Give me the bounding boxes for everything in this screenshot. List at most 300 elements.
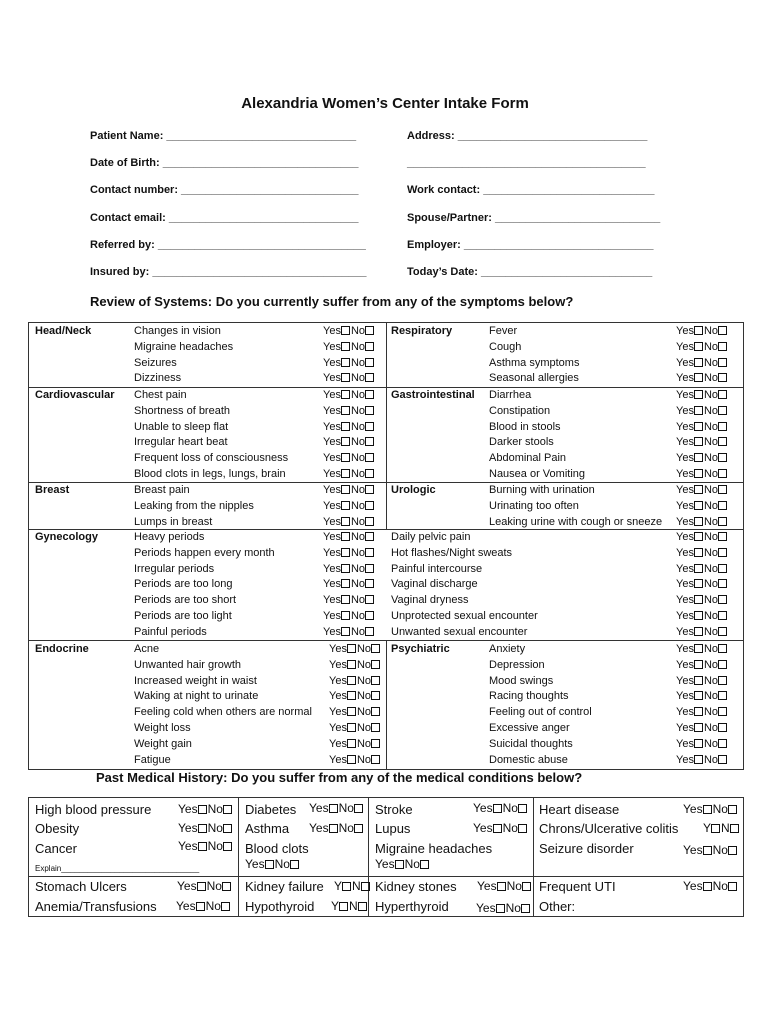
yes-checkbox[interactable] — [694, 358, 703, 367]
yes-checkbox[interactable] — [341, 595, 350, 604]
yes-checkbox[interactable] — [694, 422, 703, 431]
work-contact-field[interactable]: Work contact: ____________________________ — [407, 184, 655, 196]
yes-no-options — [178, 802, 233, 816]
patient-name-field[interactable]: Patient Name: _______________________________ — [90, 130, 357, 142]
no-checkbox[interactable] — [371, 755, 380, 764]
no-checkbox[interactable] — [371, 723, 380, 732]
no-checkbox[interactable] — [718, 342, 727, 351]
yes-checkbox[interactable] — [694, 611, 703, 620]
yes-checkbox[interactable] — [694, 723, 703, 732]
symptom-label: Vaginal discharge — [391, 578, 478, 591]
yes-checkbox[interactable] — [694, 676, 703, 685]
no-label: No — [506, 879, 522, 893]
symptom-label: Shortness of breath — [134, 404, 231, 417]
symptom-label: Periods are too long — [134, 578, 233, 591]
no-checkbox[interactable] — [718, 660, 727, 669]
yes-checkbox[interactable] — [341, 627, 350, 636]
symptom-label: Suicidal thoughts — [489, 737, 573, 750]
no-checkbox[interactable] — [365, 501, 374, 510]
yes-checkbox[interactable] — [341, 437, 350, 446]
yes-no-options — [683, 843, 738, 857]
no-checkbox[interactable] — [718, 564, 727, 573]
no-label: N — [721, 821, 730, 835]
no-label: No — [356, 706, 372, 719]
yes-checkbox[interactable] — [493, 824, 502, 833]
no-checkbox[interactable] — [365, 406, 374, 415]
yes-checkbox[interactable] — [703, 882, 712, 891]
yes-no-options — [676, 341, 728, 353]
no-label: No — [703, 643, 719, 655]
yes-checkbox[interactable] — [341, 373, 350, 382]
no-checkbox[interactable] — [728, 805, 737, 814]
symptom-label: Leaking urine with cough or sneeze — [489, 515, 663, 528]
symptom-label: Waking at night to urinate — [134, 690, 259, 703]
no-checkbox[interactable] — [718, 755, 727, 764]
no-checkbox[interactable] — [371, 707, 380, 716]
symptom-label: Frequent loss of consciousness — [134, 452, 289, 465]
yes-no-options — [683, 802, 738, 816]
yes-no-options — [375, 857, 430, 871]
no-checkbox[interactable] — [354, 824, 363, 833]
symptom-label: Periods are too light — [134, 610, 232, 622]
no-checkbox[interactable] — [365, 579, 374, 588]
no-label: No — [703, 546, 719, 559]
yes-no-options — [323, 357, 375, 369]
employer-field[interactable]: Employer: _______________________________ — [407, 239, 654, 251]
no-checkbox[interactable] — [718, 422, 727, 431]
yes-checkbox[interactable] — [341, 548, 350, 557]
no-checkbox[interactable] — [718, 406, 727, 415]
yes-checkbox[interactable] — [694, 373, 703, 382]
yes-checkbox[interactable] — [694, 595, 703, 604]
row-divider — [386, 529, 743, 530]
yes-checkbox[interactable] — [341, 532, 350, 541]
yes-checkbox[interactable] — [341, 469, 350, 478]
yes-label: Yes — [676, 658, 694, 671]
no-label: No — [703, 404, 719, 417]
no-label: No — [703, 436, 719, 449]
yes-checkbox[interactable] — [694, 453, 703, 462]
yes-checkbox[interactable] — [265, 860, 274, 869]
yes-checkbox[interactable] — [694, 660, 703, 669]
yes-checkbox[interactable] — [341, 390, 350, 399]
no-checkbox[interactable] — [518, 824, 527, 833]
no-checkbox[interactable] — [718, 358, 727, 367]
symptom-label: Racing thoughts — [489, 690, 569, 703]
yes-checkbox[interactable] — [347, 676, 356, 685]
yes-label: Yes — [329, 706, 347, 719]
yes-no-options — [477, 879, 532, 893]
yes-checkbox[interactable] — [341, 485, 350, 494]
no-label: No — [338, 821, 354, 835]
yes-checkbox[interactable] — [347, 739, 356, 748]
no-checkbox[interactable] — [420, 860, 429, 869]
yes-label: Yes — [676, 404, 694, 417]
no-checkbox[interactable] — [365, 611, 374, 620]
no-checkbox[interactable] — [718, 707, 727, 716]
no-checkbox[interactable] — [365, 373, 374, 382]
yes-label: Yes — [323, 452, 341, 465]
yes-checkbox[interactable] — [694, 406, 703, 415]
symptom-label: Seasonal allergies — [489, 372, 579, 385]
yes-checkbox[interactable] — [342, 882, 351, 891]
yes-no-options — [676, 436, 728, 448]
yes-checkbox[interactable] — [329, 804, 338, 813]
row-divider — [386, 482, 743, 483]
no-checkbox[interactable] — [718, 485, 727, 494]
row-divider — [29, 876, 743, 877]
no-label: No — [703, 484, 719, 496]
yes-no-options — [323, 626, 375, 638]
yes-no-options — [323, 468, 375, 480]
no-checkbox[interactable] — [718, 501, 727, 510]
yes-no-options — [331, 899, 368, 913]
no-checkbox[interactable] — [365, 342, 374, 351]
no-label: No — [703, 531, 719, 543]
no-checkbox[interactable] — [365, 517, 374, 526]
todays-date-field[interactable]: Today’s Date: ____________________________ — [407, 266, 653, 278]
yes-no-options — [473, 821, 528, 835]
no-checkbox[interactable] — [222, 882, 231, 891]
yes-checkbox[interactable] — [694, 342, 703, 351]
yes-checkbox[interactable] — [198, 805, 207, 814]
symptom-label: Breast pain — [134, 484, 190, 496]
symptom-label: Weight gain — [134, 737, 192, 750]
yes-checkbox[interactable] — [347, 755, 356, 764]
condition-blood-clots: Blood clots — [245, 841, 309, 856]
symptom-label: Leaking from the nipples — [134, 499, 254, 512]
no-checkbox[interactable] — [728, 882, 737, 891]
yes-label: Yes — [323, 420, 341, 433]
no-checkbox[interactable] — [223, 824, 232, 833]
yes-checkbox[interactable] — [694, 437, 703, 446]
condition-migraine: Migraine headaches — [375, 841, 493, 856]
yes-checkbox[interactable] — [347, 644, 356, 653]
yes-checkbox[interactable] — [694, 548, 703, 557]
no-checkbox[interactable] — [718, 691, 727, 700]
yes-no-options — [329, 659, 381, 671]
yes-label: Yes — [676, 372, 694, 385]
yes-checkbox[interactable] — [694, 579, 703, 588]
spouse-partner-field[interactable]: Spouse/Partner: ___________________________ — [407, 212, 661, 224]
no-label: No — [712, 879, 728, 893]
no-checkbox[interactable] — [522, 882, 531, 891]
no-checkbox[interactable] — [365, 437, 374, 446]
symptom-label: Blood in stools — [489, 420, 561, 433]
no-checkbox[interactable] — [728, 846, 737, 855]
address-field[interactable]: Address: _______________________________ — [407, 130, 648, 142]
yes-no-options — [676, 675, 728, 687]
yes-label: Y — [334, 879, 343, 893]
no-checkbox[interactable] — [365, 469, 374, 478]
yes-label: Yes — [329, 674, 347, 687]
no-checkbox[interactable] — [365, 532, 374, 541]
yes-label: Yes — [676, 325, 694, 337]
yes-checkbox[interactable] — [341, 326, 350, 335]
no-checkbox[interactable] — [718, 532, 727, 541]
yes-checkbox[interactable] — [694, 326, 703, 335]
no-checkbox[interactable] — [718, 517, 727, 526]
yes-checkbox[interactable] — [198, 824, 207, 833]
no-checkbox[interactable] — [371, 644, 380, 653]
yes-checkbox[interactable] — [711, 824, 720, 833]
review-of-systems-heading: Review of Systems: Do you currently suffer from any of the symptoms below? — [90, 294, 574, 309]
yes-checkbox[interactable] — [493, 804, 502, 813]
symptom-label: Seizures — [134, 356, 177, 369]
yes-no-options — [683, 879, 738, 893]
yes-checkbox[interactable] — [694, 644, 703, 653]
no-checkbox[interactable] — [371, 676, 380, 685]
condition-other: Other: — [539, 899, 576, 914]
no-checkbox[interactable] — [365, 548, 374, 557]
no-checkbox[interactable] — [371, 660, 380, 669]
no-label: No — [703, 625, 719, 638]
yes-no-options — [176, 899, 231, 913]
yes-no-options — [476, 901, 531, 915]
no-label: No — [703, 340, 719, 353]
column-divider — [368, 798, 369, 916]
no-checkbox[interactable] — [358, 902, 367, 911]
no-label: No — [703, 690, 719, 703]
no-label: No — [356, 737, 372, 750]
symptom-label: Unprotected sexual encounter — [391, 610, 538, 622]
yes-label: Yes — [323, 594, 341, 607]
yes-checkbox[interactable] — [347, 723, 356, 732]
yes-label: Yes — [177, 879, 197, 893]
no-checkbox[interactable] — [354, 804, 363, 813]
no-checkbox[interactable] — [718, 739, 727, 748]
no-checkbox[interactable] — [371, 691, 380, 700]
no-checkbox[interactable] — [365, 595, 374, 604]
yes-checkbox[interactable] — [196, 902, 205, 911]
yes-checkbox[interactable] — [694, 691, 703, 700]
no-label: No — [350, 610, 366, 622]
past-medical-history-heading: Past Medical History: Do you suffer from any of the medical conditions below? — [96, 770, 583, 785]
condition-lupus: Lupus — [375, 821, 411, 836]
yes-checkbox[interactable] — [339, 902, 348, 911]
yes-checkbox[interactable] — [395, 860, 404, 869]
symptom-label: Dizziness — [134, 372, 182, 385]
yes-checkbox[interactable] — [694, 485, 703, 494]
no-checkbox[interactable] — [718, 579, 727, 588]
no-label: No — [350, 468, 366, 480]
yes-label: Yes — [676, 625, 694, 638]
yes-no-options — [676, 372, 728, 384]
no-checkbox[interactable] — [718, 676, 727, 685]
row-divider — [386, 640, 743, 641]
yes-label: Yes — [476, 901, 496, 915]
no-label: No — [502, 821, 518, 835]
no-label: No — [703, 389, 719, 401]
yes-checkbox[interactable] — [347, 660, 356, 669]
yes-checkbox[interactable] — [198, 842, 207, 851]
yes-label: Yes — [323, 404, 341, 417]
yes-checkbox[interactable] — [694, 390, 703, 399]
no-checkbox[interactable] — [718, 548, 727, 557]
yes-checkbox[interactable] — [694, 469, 703, 478]
no-checkbox[interactable] — [221, 902, 230, 911]
no-checkbox[interactable] — [718, 469, 727, 478]
no-checkbox[interactable] — [223, 805, 232, 814]
yes-checkbox[interactable] — [341, 358, 350, 367]
no-checkbox[interactable] — [718, 627, 727, 636]
yes-checkbox[interactable] — [341, 517, 350, 526]
date-of-birth-field[interactable]: Date of Birth: ________________________________ — [90, 157, 359, 169]
no-label: No — [703, 658, 719, 671]
yes-checkbox[interactable] — [694, 627, 703, 636]
no-label: No — [505, 901, 521, 915]
yes-no-options — [323, 436, 375, 448]
yes-checkbox[interactable] — [694, 755, 703, 764]
no-checkbox[interactable] — [365, 422, 374, 431]
yes-label: Yes — [245, 857, 265, 871]
yes-label: Yes — [178, 802, 198, 816]
symptom-label: Migraine headaches — [134, 340, 234, 353]
yes-label: Yes — [329, 643, 347, 655]
no-label: No — [502, 801, 518, 815]
yes-no-options — [323, 500, 375, 512]
yes-checkbox[interactable] — [341, 453, 350, 462]
no-label: No — [703, 325, 719, 337]
no-checkbox[interactable] — [730, 824, 739, 833]
no-label: No — [356, 658, 372, 671]
no-label: No — [356, 674, 372, 687]
no-label: No — [350, 340, 366, 353]
yes-no-options — [323, 531, 375, 543]
no-checkbox[interactable] — [718, 390, 727, 399]
yes-no-options — [329, 722, 381, 734]
no-checkbox[interactable] — [365, 485, 374, 494]
yes-checkbox[interactable] — [341, 611, 350, 620]
no-checkbox[interactable] — [365, 358, 374, 367]
yes-checkbox[interactable] — [341, 422, 350, 431]
address-line-2-field[interactable]: _______________________________________ — [407, 157, 646, 169]
yes-label: Yes — [178, 839, 198, 853]
yes-checkbox[interactable] — [347, 707, 356, 716]
yes-no-options — [178, 821, 233, 835]
no-label: No — [703, 356, 719, 369]
category-gynecology: Gynecology — [35, 531, 98, 543]
yes-label: Yes — [676, 340, 694, 353]
no-checkbox[interactable] — [365, 390, 374, 399]
symptom-label: Abdominal Pain — [489, 452, 567, 465]
yes-label: Yes — [676, 737, 694, 750]
yes-label: Yes — [329, 658, 347, 671]
yes-checkbox[interactable] — [197, 882, 206, 891]
condition-stroke: Stroke — [375, 802, 413, 817]
yes-no-options — [676, 547, 728, 559]
no-label: No — [703, 578, 719, 591]
no-label: No — [350, 546, 366, 559]
yes-checkbox[interactable] — [703, 846, 712, 855]
yes-label: Yes — [676, 706, 694, 719]
no-checkbox[interactable] — [365, 326, 374, 335]
yes-checkbox[interactable] — [329, 824, 338, 833]
no-checkbox[interactable] — [361, 882, 370, 891]
yes-checkbox[interactable] — [694, 501, 703, 510]
yes-label: Yes — [473, 821, 493, 835]
no-label: No — [350, 389, 366, 401]
yes-label: Yes — [676, 610, 694, 622]
yes-label: Yes — [323, 372, 341, 385]
symptom-label: Vaginal dryness — [391, 594, 469, 607]
yes-checkbox[interactable] — [497, 882, 506, 891]
symptom-label: Painful intercourse — [391, 562, 483, 575]
yes-label: Yes — [323, 499, 341, 512]
yes-checkbox[interactable] — [694, 532, 703, 541]
no-label: No — [703, 674, 719, 687]
symptom-label: Depression — [489, 658, 545, 671]
symptom-label: Asthma symptoms — [489, 356, 580, 369]
yes-checkbox[interactable] — [341, 564, 350, 573]
insured-by-field[interactable]: Insured by: ___________________________________ — [90, 266, 367, 278]
no-checkbox[interactable] — [718, 437, 727, 446]
no-label: No — [207, 821, 223, 835]
form-title: Alexandria Women’s Center Intake Form — [241, 95, 529, 112]
no-checkbox[interactable] — [718, 644, 727, 653]
yes-no-options — [323, 421, 375, 433]
yes-no-options — [676, 626, 728, 638]
no-label: No — [350, 356, 366, 369]
yes-checkbox[interactable] — [694, 739, 703, 748]
yes-checkbox[interactable] — [341, 406, 350, 415]
no-checkbox[interactable] — [518, 804, 527, 813]
no-checkbox[interactable] — [371, 739, 380, 748]
no-checkbox[interactable] — [365, 627, 374, 636]
no-checkbox[interactable] — [718, 326, 727, 335]
referred-by-field[interactable]: Referred by: __________________________________ — [90, 239, 366, 251]
yes-no-options — [676, 357, 728, 369]
yes-no-options — [676, 594, 728, 606]
yes-no-options — [676, 690, 728, 702]
yes-label: Yes — [676, 356, 694, 369]
yes-checkbox[interactable] — [347, 691, 356, 700]
contact-email-field[interactable]: Contact email: _______________________________ — [90, 212, 359, 224]
no-checkbox[interactable] — [718, 611, 727, 620]
condition-asthma: Asthma — [245, 821, 290, 836]
yes-label: Yes — [473, 801, 493, 815]
no-checkbox[interactable] — [718, 595, 727, 604]
yes-checkbox[interactable] — [341, 501, 350, 510]
yes-checkbox[interactable] — [703, 805, 712, 814]
no-label: No — [703, 499, 719, 512]
yes-checkbox[interactable] — [694, 707, 703, 716]
symptom-label: Burning with urination — [489, 484, 595, 496]
column-divider — [386, 640, 387, 769]
yes-checkbox[interactable] — [694, 517, 703, 526]
yes-checkbox[interactable] — [341, 579, 350, 588]
cancer-explain-field[interactable]: Explain_______________________________ — [35, 864, 200, 873]
no-checkbox[interactable] — [521, 904, 530, 913]
no-label: No — [356, 753, 372, 766]
no-checkbox[interactable] — [365, 453, 374, 462]
yes-checkbox[interactable] — [694, 564, 703, 573]
no-checkbox[interactable] — [223, 842, 232, 851]
no-checkbox[interactable] — [718, 373, 727, 382]
row-divider — [29, 387, 386, 388]
no-checkbox[interactable] — [718, 723, 727, 732]
yes-checkbox[interactable] — [341, 342, 350, 351]
category-head-neck: Head/Neck — [35, 325, 92, 337]
no-checkbox[interactable] — [290, 860, 299, 869]
no-checkbox[interactable] — [365, 564, 374, 573]
no-checkbox[interactable] — [718, 453, 727, 462]
yes-checkbox[interactable] — [496, 904, 505, 913]
yes-label: Yes — [323, 340, 341, 353]
no-label: No — [350, 420, 366, 433]
contact-number-field[interactable]: Contact number: _____________________________ — [90, 184, 359, 196]
yes-label: Yes — [676, 515, 694, 528]
